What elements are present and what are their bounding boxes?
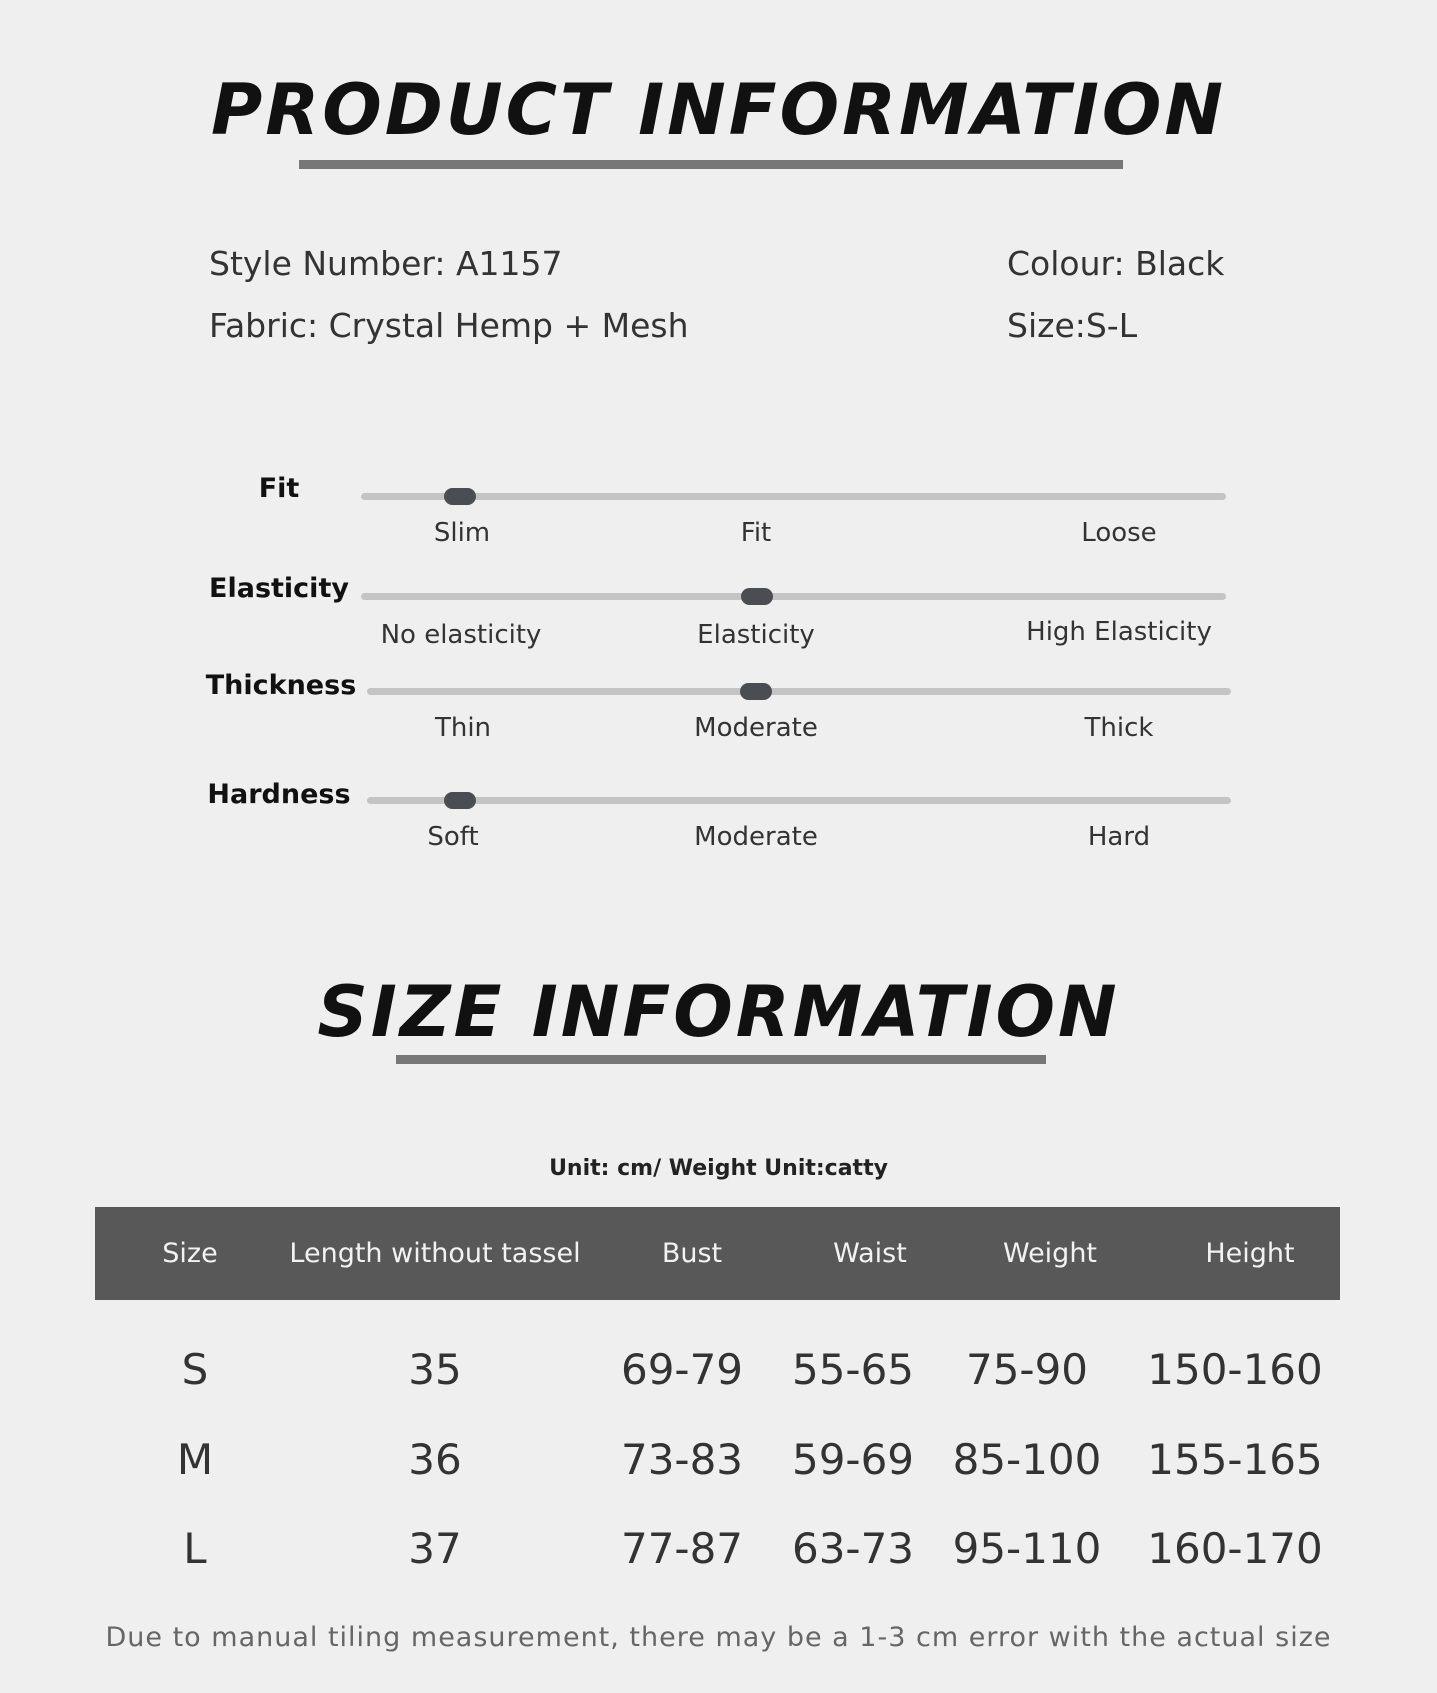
size-table-header [95, 1207, 1340, 1300]
style-number: Style Number: A1157 [209, 244, 563, 283]
cell-length: 35 [408, 1345, 462, 1394]
fabric: Fabric: Crystal Hemp + Mesh [209, 306, 689, 345]
hardness-option-hard: Hard [1087, 822, 1151, 852]
measurement-disclaimer: Due to manual tiling measurement, there may be a 1-3 cm error with the actual size [105, 1622, 1332, 1653]
cell-height: 150-160 [1147, 1345, 1323, 1394]
attribute-label: Hardness [207, 779, 351, 810]
hardness-track [367, 797, 1231, 804]
thickness-track [367, 688, 1231, 695]
size-range: Size:S-L [1007, 306, 1138, 345]
size-information-title: SIZE INFORMATION [317, 971, 1120, 1053]
column-header-height: Height [1205, 1238, 1295, 1269]
cell-height: 160-170 [1147, 1524, 1323, 1573]
cell-size: M [176, 1435, 214, 1484]
hardness-option-soft: Soft [427, 822, 479, 852]
cell-waist: 63-73 [791, 1524, 915, 1573]
cell-weight: 85-100 [952, 1435, 1102, 1484]
attribute-label: Thickness [205, 670, 357, 701]
cell-size: L [183, 1524, 207, 1573]
column-header-weight: Weight [1002, 1238, 1098, 1269]
fit-option-fit: Fit [740, 518, 772, 548]
cell-length: 37 [408, 1524, 462, 1573]
cell-bust: 69-79 [620, 1345, 744, 1394]
hardness-slider-thumb [444, 792, 476, 809]
elasticity-option-none: No elasticity [380, 620, 542, 650]
cell-bust: 77-87 [620, 1524, 744, 1573]
attribute-label: Elasticity [209, 573, 349, 604]
elasticity-option-high: High Elasticity [1026, 617, 1212, 647]
hardness-option-moderate: Moderate [694, 822, 818, 852]
cell-bust: 73-83 [620, 1435, 744, 1484]
thickness-slider-thumb [740, 683, 772, 700]
thickness-option-thin: Thin [434, 713, 492, 743]
fit-slider-thumb [444, 488, 476, 505]
fit-track [361, 493, 1226, 500]
elasticity-slider-thumb [741, 588, 773, 605]
column-header-length: Length without tassel [289, 1238, 581, 1269]
thickness-option-thick: Thick [1084, 713, 1154, 743]
fit-option-loose: Loose [1081, 518, 1157, 548]
unit-note: Unit: cm/ Weight Unit:catty [549, 1156, 888, 1181]
thickness-option-moderate: Moderate [694, 713, 818, 743]
column-header-size: Size [162, 1238, 218, 1269]
cell-length: 36 [408, 1435, 462, 1484]
cell-height: 155-165 [1147, 1435, 1323, 1484]
elasticity-track [361, 593, 1226, 600]
colour: Colour: Black [1007, 244, 1225, 283]
cell-waist: 55-65 [791, 1345, 915, 1394]
attribute-label: Fit [258, 473, 300, 504]
cell-weight: 95-110 [952, 1524, 1102, 1573]
fit-option-slim: Slim [433, 518, 491, 548]
product-title-underline [299, 160, 1123, 169]
cell-weight: 75-90 [965, 1345, 1089, 1394]
product-information-title: PRODUCT INFORMATION [210, 69, 1227, 151]
cell-size: S [181, 1345, 209, 1394]
column-header-bust: Bust [661, 1238, 723, 1269]
column-header-waist: Waist [833, 1238, 907, 1269]
cell-waist: 59-69 [791, 1435, 915, 1484]
size-title-underline [396, 1055, 1046, 1064]
elasticity-option-elasticity: Elasticity [697, 620, 815, 650]
